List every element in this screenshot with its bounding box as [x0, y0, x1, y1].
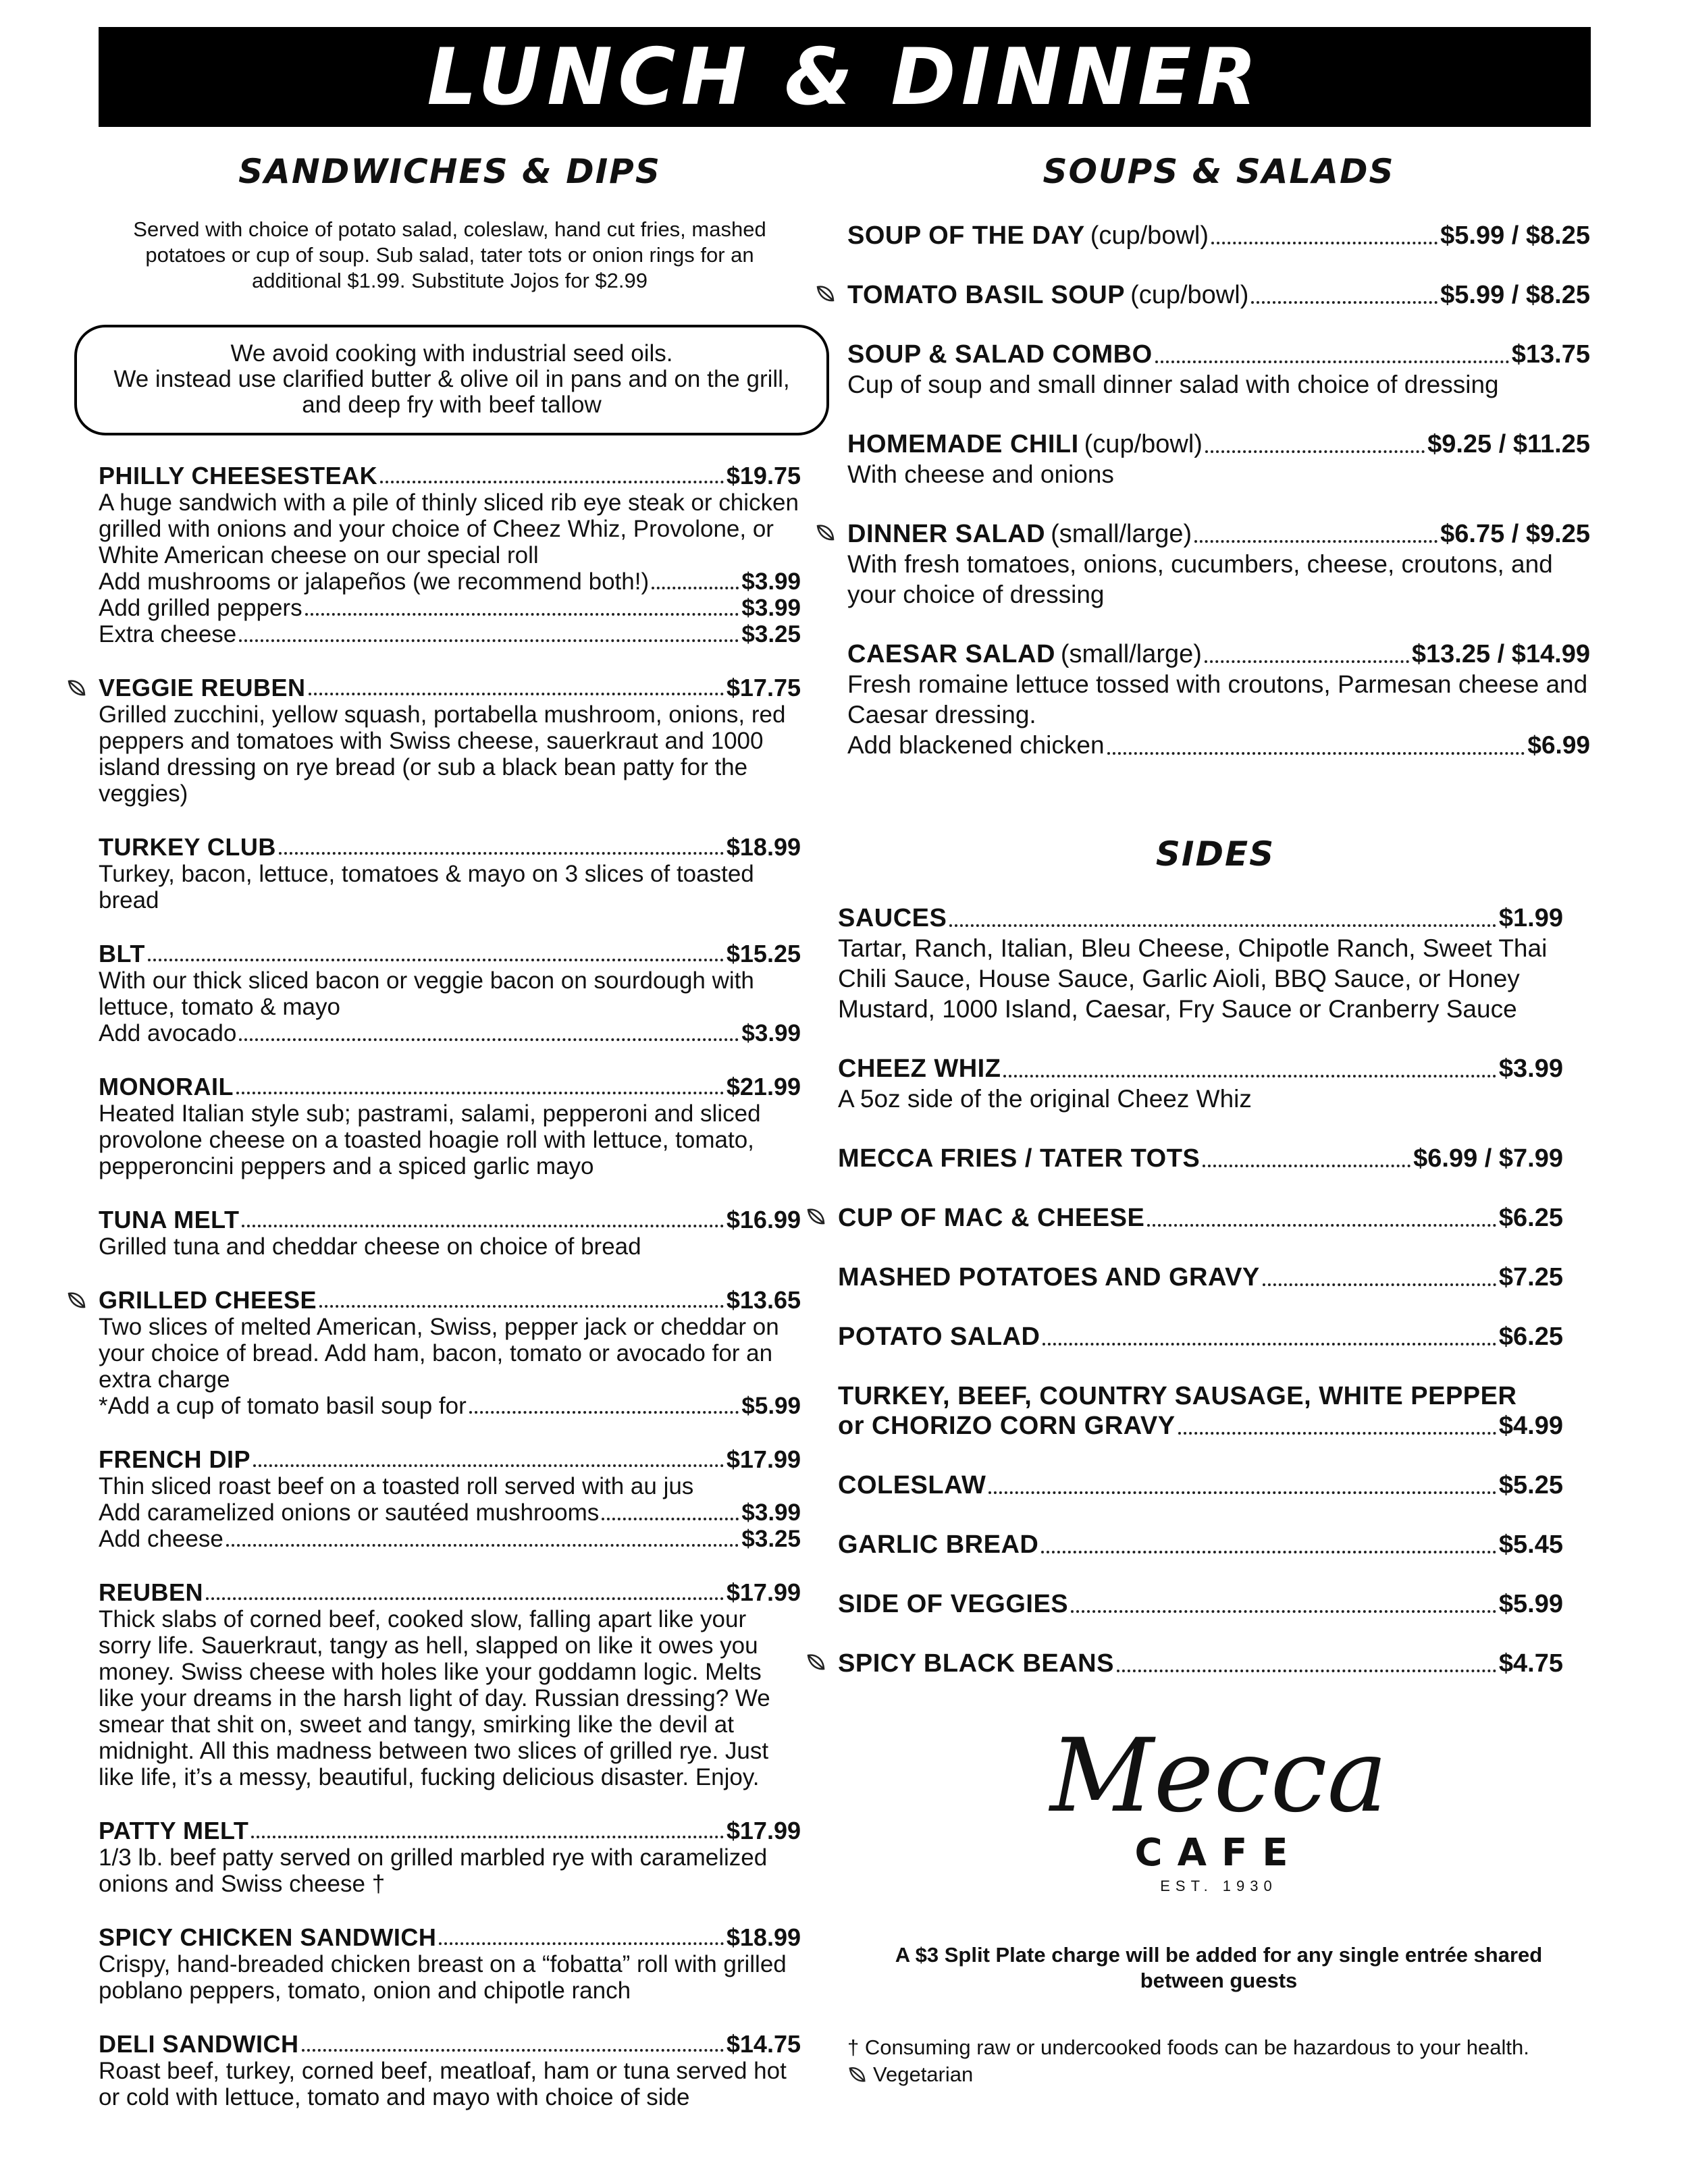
item-name: TUNA MELT: [99, 1206, 240, 1233]
item-name: CHEEZ WHIZ: [838, 1055, 1001, 1083]
logo-script: Mecca: [1050, 1717, 1388, 1835]
item-name: REUBEN: [99, 1578, 204, 1606]
menu-item: [847, 429, 1590, 489]
seed-oil-line: We avoid cooking with industrial seed oils.: [230, 340, 673, 367]
item-title-line: [838, 1144, 1563, 1173]
item-title-line: [99, 674, 801, 701]
item-title-line: [838, 1322, 1563, 1352]
seed-oil-line: and deep fry with beef tallow: [302, 392, 602, 418]
item-title-line: [99, 1579, 801, 1606]
item-price: $18.99: [726, 833, 801, 861]
item-title-line: [838, 1470, 1563, 1500]
item-description: Turkey, bacon, lettuce, tomatoes & mayo on 3 slices of toasted bread: [99, 861, 754, 913]
raw-food-text: † Consuming raw or undercooked foods can be hazardous to your health.: [847, 2035, 1529, 2059]
item-title-line: [847, 519, 1590, 549]
item-price: $9.25 / $11.25: [1427, 430, 1590, 458]
footnotes: [847, 2034, 1590, 2088]
item-price: $4.99: [1498, 1412, 1563, 1440]
sandwiches-intro: Served with choice of potato salad, coleslaw, hand cut fries, mashed potatoes or cup of soup. Sub salad, tater tots or onion rings for an additional $1.99. Substitute Jojos for $2.99: [133, 217, 766, 292]
dot-leader: [239, 639, 739, 642]
item-addon: [99, 1020, 801, 1046]
dot-leader: [988, 1491, 1496, 1494]
item-title-line: [838, 1649, 1563, 1678]
menu-item: [838, 1381, 1563, 1441]
dot-leader: [1043, 1343, 1496, 1346]
leaf-icon: [815, 522, 837, 543]
item-title-line: [838, 1262, 1563, 1292]
addon-price: $5.99: [741, 1393, 801, 1419]
menu-item: [838, 1470, 1563, 1500]
item-title-line: [99, 834, 801, 861]
item-title-line: [847, 340, 1590, 369]
menu-item: [99, 462, 801, 647]
item-title-line: [838, 1411, 1563, 1441]
item-name-continued: or CHORIZO CORN GRAVY: [838, 1412, 1176, 1440]
dot-leader: [1003, 1075, 1496, 1077]
item-name: DINNER SALAD: [847, 520, 1046, 548]
item-addon: [99, 1499, 801, 1526]
menu-item: [99, 1924, 801, 2004]
dot-leader: [253, 1464, 724, 1467]
item-name: VEGGIE REUBEN: [99, 674, 306, 701]
dot-leader: [1205, 450, 1425, 453]
dot-leader: [1194, 540, 1438, 543]
addon-label: Extra cheese: [99, 621, 237, 647]
menu-item: [99, 834, 801, 913]
dot-leader: [380, 481, 724, 483]
item-description: 1/3 lb. beef patty served on grilled marbled rye with caramelized onions and Swiss cheese †: [99, 1844, 768, 1897]
sandwiches-column: [99, 152, 801, 2110]
dot-leader: [1178, 1432, 1496, 1435]
item-price: $6.75 / $9.25: [1440, 520, 1590, 548]
item-title-line: [99, 1287, 801, 1314]
menu-item: [99, 1073, 801, 1179]
dot-leader: [469, 1411, 739, 1414]
dot-leader: [602, 1518, 739, 1520]
menu-item: [99, 1287, 801, 1419]
item-price: $5.45: [1498, 1530, 1563, 1559]
menu-item: [838, 1054, 1563, 1114]
item-description: Grilled zucchini, yellow squash, portabella mushroom, onions, red peppers and tomatoes with Swiss cheese, sauerkraut and 1000 island dressing on rye bread (or sub a black bean patty for the veggies): [99, 701, 786, 807]
item-name: SPICY BLACK BEANS: [838, 1649, 1114, 1678]
item-title-line: [838, 1589, 1563, 1619]
menu-item: [847, 221, 1590, 250]
addon-price: $3.25: [741, 621, 801, 647]
item-name: CUP OF MAC & CHEESE: [838, 1204, 1145, 1232]
dot-leader: [206, 1597, 724, 1600]
item-name: PHILLY CHEESESTEAK: [99, 462, 378, 489]
item-name: TURKEY CLUB: [99, 833, 276, 861]
menu-item: [838, 1144, 1563, 1173]
menu-item: [847, 280, 1590, 310]
item-name: SIDE OF VEGGIES: [838, 1590, 1069, 1618]
item-price: $21.99: [726, 1073, 801, 1100]
item-description: Grilled tuna and cheddar cheese on choice of bread: [99, 1233, 641, 1260]
item-price: $16.99: [726, 1206, 801, 1233]
soup-list: [847, 221, 1590, 760]
menu-item: [99, 1817, 801, 1897]
item-price: $17.75: [726, 674, 801, 701]
logo-est: EST. 1930: [1160, 1877, 1277, 1894]
item-title-line: [99, 1446, 801, 1473]
item-name: FRENCH DIP: [99, 1445, 251, 1473]
dot-leader: [302, 2049, 724, 2052]
dot-leader: [309, 693, 724, 695]
raw-food-footnote: [847, 2034, 1590, 2061]
item-title-line: [847, 280, 1590, 310]
item-addon: [99, 1526, 801, 1552]
item-qualifier: (cup/bowl): [1084, 430, 1203, 458]
addon-label: *Add a cup of tomato basil soup for: [99, 1393, 467, 1419]
item-title-line: [838, 1203, 1563, 1233]
item-price: $13.75: [1511, 340, 1590, 369]
item-title-line: [99, 1817, 801, 1844]
section-title-sides: SIDES: [1155, 834, 1275, 874]
item-price: $15.25: [726, 940, 801, 967]
addon-label: Add caramelized onions or sautéed mushrooms: [99, 1499, 600, 1526]
item-description: Tartar, Ranch, Italian, Bleu Cheese, Chipotle Ranch, Sweet Thai Chili Sauce, House Sauce, Garlic Aioli, BBQ Sauce, or Honey Mustard, 1000 Island, Caesar, Fry Sauce or Cranberry Sauce: [838, 934, 1548, 1023]
item-price: $6.25: [1498, 1323, 1563, 1351]
item-description: Thin sliced roast beef on a toasted roll served with au jus: [99, 1473, 694, 1499]
dot-leader: [1041, 1551, 1496, 1553]
item-title-line: [847, 429, 1590, 459]
item-price: $17.99: [726, 1445, 801, 1473]
section-title-soups: SOUPS & SALADS: [1043, 152, 1395, 191]
item-name: MONORAIL: [99, 1073, 234, 1100]
item-name: GRILLED CHEESE: [99, 1286, 317, 1314]
item-addon: [99, 568, 801, 595]
item-description: With our thick sliced bacon or veggie bacon on sourdough with lettuce, tomato & mayo: [99, 967, 754, 1020]
menu-banner: [99, 27, 1591, 127]
item-qualifier: (small/large): [1060, 640, 1202, 668]
item-description: Roast beef, turkey, corned beef, meatloaf, ham or tuna served hot or cold with lettuce, tomato and mayo with choice of side: [99, 2058, 787, 2110]
item-price: $18.99: [726, 1923, 801, 1951]
sides-list: [838, 903, 1563, 1678]
item-description: Crispy, hand-breaded chicken breast on a “fobatta” roll with grilled poblano peppers, tomato, onion and chipotle ranch: [99, 1951, 787, 2004]
dot-leader: [949, 924, 1496, 927]
mecca-cafe-logo: [847, 1717, 1590, 1895]
dot-leader: [251, 1836, 724, 1838]
dot-leader: [652, 587, 739, 589]
dot-leader: [1211, 242, 1438, 244]
item-name: SAUCES: [838, 904, 947, 932]
menu-item: [838, 1649, 1563, 1678]
menu-item: [847, 639, 1590, 760]
item-description: A 5oz side of the original Cheez Whiz: [838, 1085, 1252, 1113]
dot-leader: [1155, 361, 1509, 363]
menu-item: [838, 1589, 1563, 1619]
item-price: $17.99: [726, 1578, 801, 1606]
item-name: TURKEY, BEEF, COUNTRY SAUSAGE, WHITE PEPPER: [838, 1382, 1517, 1410]
item-qualifier: (cup/bowl): [1090, 221, 1209, 250]
menu-item: [99, 674, 801, 807]
leaf-icon: [806, 1206, 827, 1227]
menu-item: [99, 940, 801, 1046]
item-qualifier: (small/large): [1051, 520, 1192, 548]
item-name: MECCA FRIES / TATER TOTS: [838, 1144, 1201, 1173]
dot-leader: [1071, 1610, 1496, 1613]
item-addon: [99, 621, 801, 647]
item-price: $5.99 / $8.25: [1440, 281, 1590, 309]
menu-item: [838, 1322, 1563, 1352]
menu-item: [99, 2031, 801, 2110]
item-price: $1.99: [1498, 904, 1563, 932]
menu-item: [838, 1203, 1563, 1233]
addon-label: Add cheese: [99, 1526, 223, 1552]
dot-leader: [148, 959, 724, 961]
item-title-line: [838, 1054, 1563, 1084]
dot-leader: [1205, 660, 1409, 663]
item-price: $4.75: [1498, 1649, 1563, 1678]
item-price: $6.99 / $7.99: [1413, 1144, 1563, 1173]
menu-item: [847, 519, 1590, 610]
addon-label: Add blackened chicken: [847, 731, 1105, 759]
dot-leader: [1203, 1165, 1410, 1167]
dot-leader: [319, 1305, 724, 1308]
vegetarian-text: Vegetarian: [873, 2062, 974, 2086]
item-name: TOMATO BASIL SOUP: [847, 281, 1126, 309]
item-title-line: [99, 462, 801, 489]
item-description: A huge sandwich with a pile of thinly sliced rib eye steak or chicken grilled with onions and your choice of Cheez Whiz, Provolone, or White American cheese on our special roll: [99, 489, 799, 568]
item-price: $19.75: [726, 462, 801, 489]
item-name: HOMEMADE CHILI: [847, 430, 1079, 458]
leaf-icon: [847, 2065, 868, 2085]
dot-leader: [1251, 301, 1438, 304]
item-addon: [99, 1393, 801, 1419]
menu-item: [838, 1262, 1563, 1292]
sandwich-list: [99, 462, 801, 2110]
leaf-icon: [66, 1289, 88, 1311]
addon-price: $3.99: [741, 595, 801, 621]
menu-item: [99, 1206, 801, 1260]
item-title-line: [838, 1381, 1563, 1411]
item-description: With cheese and onions: [847, 460, 1114, 488]
dot-leader: [226, 1544, 739, 1547]
leaf-icon: [66, 677, 88, 699]
item-description: Heated Italian style sub; pastrami, salami, pepperoni and sliced provolone cheese on a toasted hoagie roll with lettuce, tomato, pepperoncini peppers and a spiced garlic mayo: [99, 1100, 761, 1179]
soups-sides-column: [838, 152, 1590, 2088]
addon-price: $3.99: [741, 568, 801, 595]
addon-label: Add avocado: [99, 1020, 237, 1046]
addon-label: Add grilled peppers: [99, 595, 302, 621]
item-description: Cup of soup and small dinner salad with choice of dressing: [847, 371, 1499, 398]
item-price: $5.99: [1498, 1590, 1563, 1618]
leaf-icon: [815, 283, 837, 304]
menu-item: [847, 340, 1590, 400]
addon-price: $3.25: [741, 1526, 801, 1552]
item-price: $3.99: [1498, 1055, 1563, 1083]
item-name: MASHED POTATOES AND GRAVY: [838, 1263, 1260, 1291]
leaf-icon: [806, 1651, 827, 1673]
item-price: $6.25: [1498, 1204, 1563, 1232]
dot-leader: [1263, 1283, 1496, 1286]
item-name: GARLIC BREAD: [838, 1530, 1039, 1559]
menu-item: [838, 903, 1563, 1024]
item-title-line: [99, 940, 801, 967]
seed-oil-notice: [74, 325, 829, 435]
item-qualifier: (cup/bowl): [1130, 281, 1249, 309]
dot-leader: [242, 1225, 723, 1227]
logo-cafe: CAFE: [1134, 1831, 1303, 1875]
item-title-line: [847, 221, 1590, 250]
item-description: Two slices of melted American, Swiss, pepper jack or cheddar on your choice of bread. Add ham, bacon, tomato or avocado for an extra charge: [99, 1314, 779, 1393]
item-addon: [847, 730, 1590, 760]
dot-leader: [279, 852, 724, 855]
dot-leader: [1107, 752, 1525, 755]
dot-leader: [1117, 1670, 1496, 1672]
item-name: SPICY CHICKEN SANDWICH: [99, 1923, 437, 1951]
dot-leader: [236, 1092, 724, 1094]
menu-item: [838, 1530, 1563, 1560]
dot-leader: [1147, 1224, 1496, 1227]
item-price: $5.99 / $8.25: [1440, 221, 1590, 250]
dot-leader: [305, 613, 739, 616]
item-title-line: [847, 639, 1590, 669]
menu-item: [99, 1579, 801, 1790]
addon-label: Add mushrooms or jalapeños (we recommend both!): [99, 568, 650, 595]
item-name: CAESAR SALAD: [847, 640, 1055, 668]
item-price: $13.65: [726, 1286, 801, 1314]
item-price: $17.99: [726, 1817, 801, 1844]
item-title-line: [838, 1530, 1563, 1560]
menu-item: [99, 1446, 801, 1552]
item-name: PATTY MELT: [99, 1817, 249, 1844]
item-name: DELI SANDWICH: [99, 2030, 299, 2058]
item-price: $5.25: [1498, 1471, 1563, 1499]
item-price: $7.25: [1498, 1263, 1563, 1291]
item-description: Fresh romaine lettuce tossed with croutons, Parmesan cheese and Caesar dressing.: [847, 670, 1588, 728]
addon-price: $6.99: [1527, 731, 1590, 759]
addon-price: $3.99: [741, 1020, 801, 1046]
vegetarian-footnote: [847, 2061, 1590, 2088]
dot-leader: [239, 1038, 739, 1041]
item-title-line: [99, 1073, 801, 1100]
item-name: SOUP & SALAD COMBO: [847, 340, 1153, 369]
seed-oil-line: We instead use clarified butter & olive oil in pans and on the grill,: [113, 366, 790, 392]
split-plate-note: A $3 Split Plate charge will be added for any single entrée shared between guests: [895, 1943, 1543, 1992]
item-description: Thick slabs of corned beef, cooked slow, falling apart like your sorry life. Sauerkraut, tangy as hell, slapped on like it owes you money. Swiss cheese with holes like your goddamn logic. Melts like your dreams in the harsh light of day. Russian dressing? We smear that shit on, sweet and tangy, smirking like the devil at midnight. All this madness between two slices of grilled rye. Just like life, it’s a messy, beautiful, fucking delicious disaster. Enjoy.: [99, 1606, 770, 1790]
item-description: With fresh tomatoes, onions, cucumbers, cheese, croutons, and your choice of dressing: [847, 550, 1553, 608]
item-addon: [99, 595, 801, 621]
item-title-line: [838, 903, 1563, 933]
item-name: POTATO SALAD: [838, 1323, 1040, 1351]
item-name: BLT: [99, 940, 145, 967]
item-price: $13.25 / $14.99: [1411, 640, 1590, 668]
addon-price: $3.99: [741, 1499, 801, 1526]
banner-title: LUNCH & DINNER: [427, 31, 1263, 123]
item-price: $14.75: [726, 2030, 801, 2058]
item-title-line: [99, 1924, 801, 1951]
section-title-sandwiches: SANDWICHES & DIPS: [238, 152, 661, 191]
item-name: SOUP OF THE DAY: [847, 221, 1085, 250]
dot-leader: [439, 1942, 724, 1945]
item-title-line: [99, 1206, 801, 1233]
item-name: COLESLAW: [838, 1471, 986, 1499]
item-title-line: [99, 2031, 801, 2058]
